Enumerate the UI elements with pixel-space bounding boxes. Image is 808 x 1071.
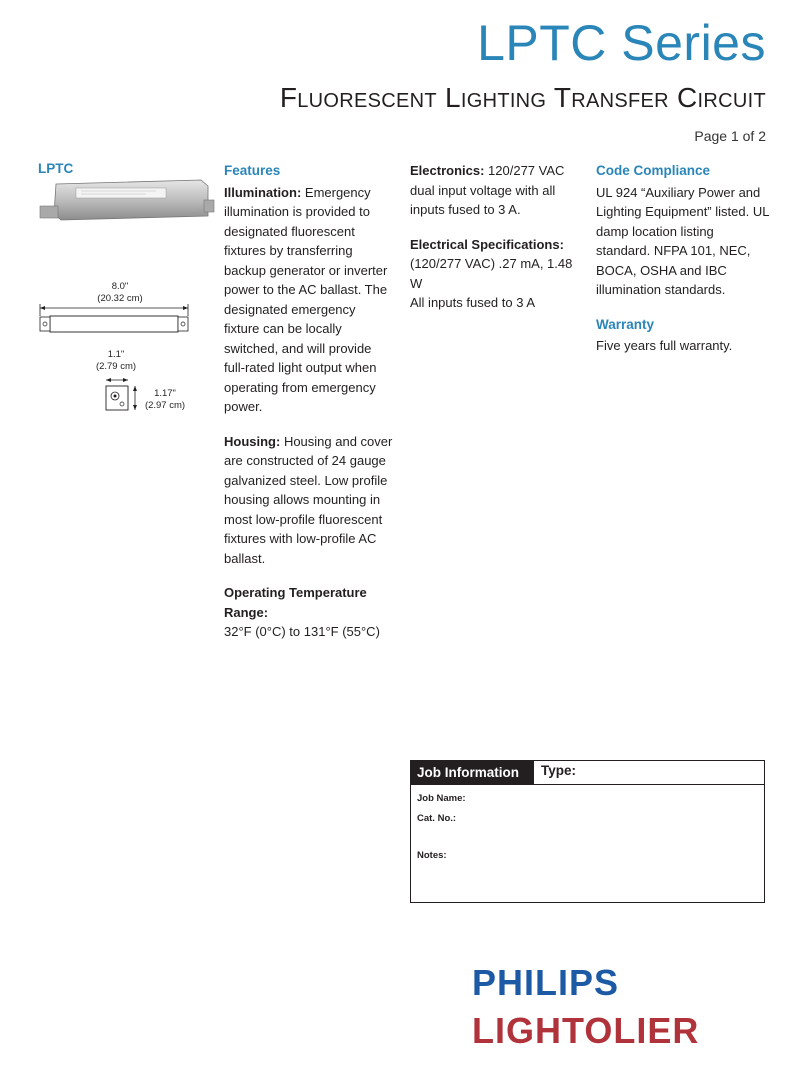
compliance-heading: Code Compliance — [596, 163, 711, 178]
end-view-drawing — [103, 374, 143, 414]
warranty-text: Five years full warranty. — [596, 338, 733, 353]
electrical-specs-label: Electrical Specifications: — [410, 236, 564, 252]
page-subtitle: Fluorescent Lighting Transfer Circuit — [279, 82, 766, 113]
warranty-heading: Warranty — [596, 316, 655, 332]
electronics-column — [410, 161, 585, 328]
side-view-drawing — [36, 302, 196, 338]
job-header-divider — [411, 784, 764, 785]
job-information-box — [410, 760, 765, 903]
job-name-field[interactable]: Job Name: — [417, 793, 466, 804]
dim-height: 1.17" — [154, 388, 176, 399]
notes-field[interactable]: Notes: — [417, 850, 447, 861]
electronics-label: Electronics: — [410, 163, 485, 178]
job-information-title: Job Information — [411, 761, 534, 784]
dim-length-cm: (20.32 cm) — [97, 293, 143, 304]
housing-label: Housing: — [224, 433, 281, 449]
features-heading: Features — [224, 163, 281, 178]
illumination-label: Illumination: — [224, 184, 302, 200]
dim-height-cm: (2.97 cm) — [144, 400, 186, 411]
housing-paragraph — [224, 432, 394, 569]
product-label: LPTC — [38, 161, 74, 176]
electrical-specs-line1: (120/277 VAC) .27 mA, 1.48 W — [410, 256, 573, 291]
page-number: Page 1 of 2 — [694, 128, 766, 144]
cat-no-field[interactable]: Cat. No.: — [417, 813, 457, 824]
temperature-text: 32°F (0°C) to 131°F (55°C) — [224, 624, 380, 639]
illumination-paragraph — [224, 183, 394, 417]
philips-logo: PHILIPS — [472, 962, 620, 1003]
illumination-text: Emergency illumination is provided to designated fluorescent fixtures by transferring backup generator or inverter power to the AC ballast. The designated emergency fixture can be locally switched, and will provide full-rated light output when operating from emergency power. — [224, 184, 388, 414]
compliance-column — [596, 161, 771, 371]
dim-length: 8.0" — [111, 281, 129, 292]
electronics-text: 120/277 VAC dual input voltage with all inputs fused to 3 A. — [410, 163, 565, 217]
features-column — [224, 161, 394, 657]
electronics-paragraph — [410, 161, 585, 220]
product-photo — [36, 176, 216, 224]
job-type-label[interactable]: Type: — [541, 763, 577, 778]
temperature-label: Operating Temperature Range: — [224, 585, 367, 620]
housing-text: Housing and cover are constructed of 24 gauge galvanized steel. Low profile housing allows mounting in most low-profile fluorescent fixtures with low-profile AC ballast. — [224, 433, 393, 566]
lightolier-logo: LIGHTOLIER — [472, 1010, 700, 1051]
page-title: LPTC Series — [477, 15, 766, 71]
temperature-paragraph — [224, 583, 394, 642]
electrical-specs-line2: All inputs fused to 3 A — [410, 295, 536, 310]
dim-width-cm: (2.79 cm) — [95, 361, 137, 372]
electrical-specs-paragraph — [410, 235, 585, 313]
dim-width: 1.1" — [107, 349, 125, 360]
compliance-text: UL 924 “Auxiliary Power and Lighting Equipment” listed. UL damp location listing standard. NFPA 101, NEC, BOCA, OSHA and IBC illumination standards. — [596, 184, 769, 297]
